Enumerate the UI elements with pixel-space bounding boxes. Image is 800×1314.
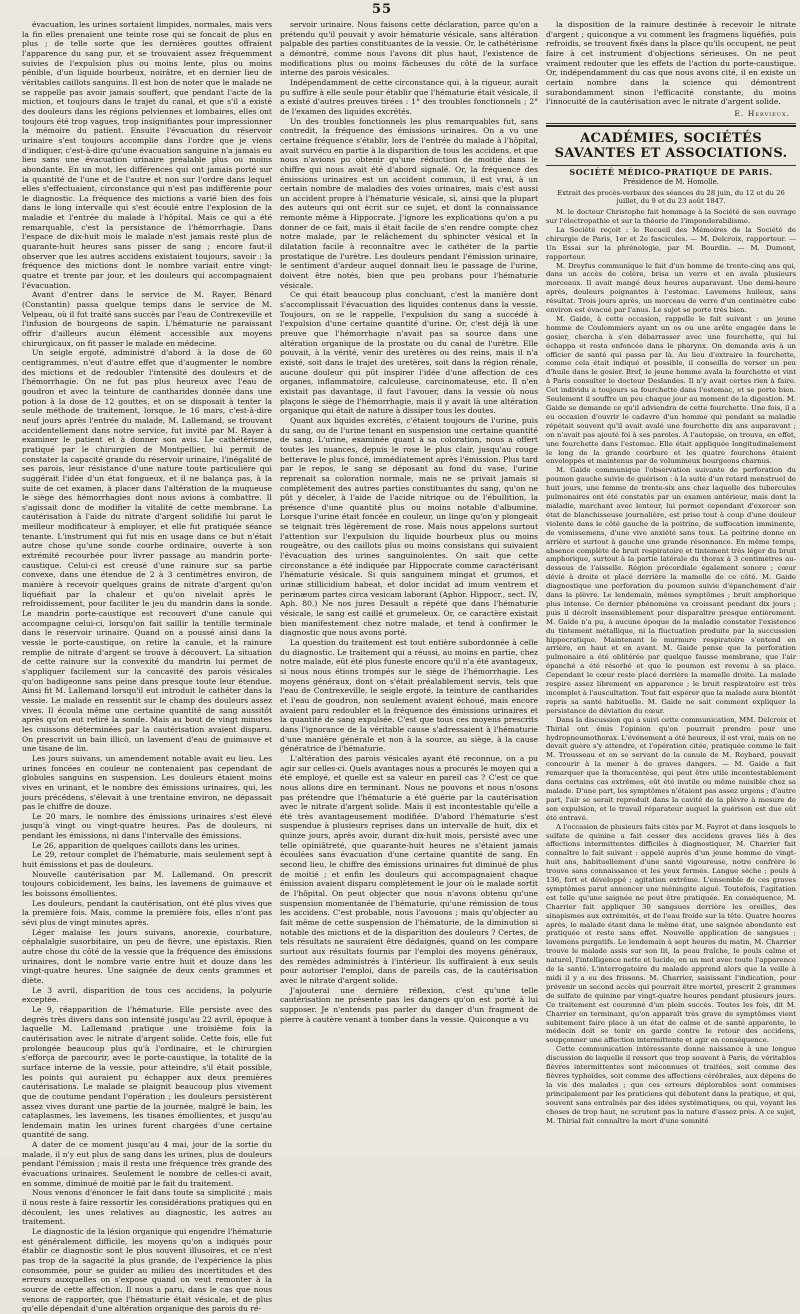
paragraph: Les jours suivans, un amendement notable avait eu lieu. Les urines foncées en couleur ne contenaient pas cependant de globules sanguins en suspension. Les douleurs étaient moins vives en urinant, et le nombre des émissions urinaires, qui, les jours précédens, s'élevait à une trentaine environ, ne dépassait pas le chiffre de douze. — [22, 753, 272, 812]
paragraph: évacuation, les urines sortaient limpides, normales, mais vers la fin elles prenaient une teinte rose qui se foncait de plus en plus ; de telle sorte que les dernières gouttes offraient l'apparence du sang pur, et se trouvaient assez fréquemment suivies de l'expulsion plus ou moins lente, plus ou moins pénible, d'un liquide bourbeux, noirâtre, et en dernier lieu de véritables caillots sanguins. Il est bon de noter que le malade ne se rappelle pas avoir jamais souffert, que pendant l'acte de la miction, et toujours dans le trajet du canal, et que s'il a existé des douleurs dans les régions pelviennes et lombaires, elles ont toujours été trop vagues, trop insignifiantes pour impressionner la mémoire du patient. Ensuite l'évacuation du réservoir urinaire s'est toujours accomplie dans l'ordre que je viens d'indiquer, c'est-à-dire qu'une évacuation sanguine n'a jamais eu lieu sans une évacuation urinaire préalable plus ou moins abondante. En un mot, les différences qui ont jamais porté sur la quantité de l'une et de l'autre et non sur l'ordre dans lequel elles s'effectuaient, circonstance qui n'est pas indifférente pour le diagnostic. La fréquence des mictions a varié bien des fois dans le long intervalle qui s'est écoulé entre l'explosion de la maladie et l'entrée du malade à l'hôpital. Mais ce qui a été remarquable, c'est la persistance de l'hémorrhagie. Dans l'espace de dix-huit mois le malade n'est jamais resté plus de quarante-huit heures sans pisser de sang ; encore faut-il observer que les autres accidens existaient toujours, savoir : la fréquence des mictions dont le nombre variait entre vingt-quatre et trente par jour, et les douleurs qui accompagnaient l'évacuation. — [22, 20, 272, 290]
paragraph: Cette communication intéressante donne naissance à une longue discussion de laquelle il ressort que trop souvent à Paris, de véritables fièvres intermittentes sont méconnues et traitées, soit comme des fièvres typhoïdes, soit comme des affections cérébrales, aux dépens de la vie des malades ; que ces erreurs déplorables sont commises principalement par les praticiens qui débutent dans la pratique, et qui, souvent sans entraînés par des idées systématiques, ou qui, voyant les choses de trop haut, ne scrutent pas la nature d'assez près. A ce sujet, M. Thirial fait connaître la mort d'une somnité — [546, 1045, 796, 1125]
section-divider-top — [546, 123, 796, 124]
paragraph: Nouvelle cautérisation par M. Lallemand. On prescrit toujours cobicidement, les bains, les lavemens de guimauve et les boissons émollientes. — [22, 869, 272, 899]
paragraph: A l'occasion de plusieurs faits cités par M. Fayrot et dans lesquels le sulfate de quinine a fait cesser des accidens graves liés à des affections intermittentes difficiles à diagnostiquer, M. Charrier fait connaître le fait suivant : appelé auprès d'un jeune homme de vingt-huit ans, habituellement d'une santé vigoureuse, notre confrère le trouve sans connaissance et les yeux fermés. Langue sèche ; pouls à 136, fort et développé ; agitation extrême. L'ensemble de ces graves symptômes parut annoncer une méningite aiguë. Toutefois, l'agitation est telle qu'une saignée ne peut être pratiquée. En conséquence, M. Charrier fait appliquer 30 sangsues derrière les oreilles, des sinapismes aux extrémités, et de l'eau froide sur la tête. Quatre heures après, le malade étant dans le même état, une saignée abondante est pratiquée et reste sans effet. Nouvelle application de sangsues ; lavemens purgatifs. Le lendemain à sept heures du matin, M. Charrier trouve le malade assis sur son lit, la peau fraîche, le pouls calme et naturel, l'intelligence nette et lucide, en un mot avec toute l'apparence de la santé. L'interrogatoire du malade apprend alors que la veille à midi il y a eu des frissons. M. Charrier, saisissant l'indication, pour prévenir un second accès qui pourrait être mortel, prescrit 2 grammes de sulfate de quinine par vingt-quatre heures pendant plusieurs jours. Ce traitement est couronné d'un plein succès. Toutes les fois, dit M. Charrier en terminant, qu'on apparaît très grave de symptômes vient subitement faire place à un état de calme et de santé apparente, le médecin doit se tenir en garde contre le retour des accidens, soupçonner une affection intermittente et agir en conséquence. — [546, 822, 796, 1045]
paragraph: Les douleurs, pendant la cautérisation, ont été plus vives que la première fois. Mais, comme la première fois, elles n'ont pas sévi plus de vingt minutes après. — [22, 898, 272, 928]
paragraph: Le diagnostic de la lésion organique qui engendre l'hématurie est généralement difficile, les moyens qu'on a indiqués pour établir ce diagnostic sont le plus souvent illusoires, et ce n'est pas trop de la sagacité la plus grande, de l'expérience la plus consommée, pour se guider au milieu des incertitudes et des erreurs auxquelles on s'expose quand on veut remonter à la source de cette affection. Il nous a paru, dans le cas que nous venons de rapporter, que l'hématurie était vésicale, et de plus qu'elle dépendait d'une altération organique des parois du ré- — [22, 1227, 272, 1314]
paragraph: M. le docteur Christophe fait hommage à la Société de son ouvrage sur l'électropathie et sur la théorie de l'imponderabilisme. — [546, 208, 796, 225]
paragraph: M. Gaide, à cette occasion, rappelle le fait suivant : un jeune homme de Coulommiers ayant un os ou une arête engagée dans le gosier, chercha à s'en débarrasser avec une fourchette, qui lui échappa et resta enfoncée dans le pharynx. On demanda avis à un officier de santé qui passa par là. Au lieu d'extraire la fourchette, comme cela était indiqué et possible, il conseilla de verser un peu d'huile dans le gosier. Bref, le jeune homme avala la fourchette et vint à Paris consulter le docteur Deslandes. Il n'y avait certes rien à faire. Cet individu a toujours sa fourchette dans l'estomac, et se porte bien. Seulement il souffre un peu chaque jour au moment de la digestion. M. Gaide se demande ce qu'il adviendra de cette fourchette. Une fois, il a eu occasion d'ouvrir le cadavre d'un homme qui pendant sa maladie répétait souvent qu'il avait avalé une fourchette dix ans auparavant ; on n'avait pas ajouté foi à ses paroles. À l'autopsie, on trouva, en effet, une fourchette dans l'estomac. Elle était appliquée longitudinalement le long de la grande courbure et les quatre fourchons étaient enveloppés et maintenus par de volumineux bourgeons charnus. — [546, 314, 796, 466]
paragraph: Le 3 avril, disparition de tous ces accidens, la polyurie exceptée. — [22, 985, 272, 1005]
column-3-intro — [546, 20, 796, 107]
section-divider-bottom — [546, 125, 796, 127]
paragraph: la disposition de la rainure destinée à recevoir le nitrate d'argent ; quiconque a vu comment les fragmens liquéfiés, puis refroidis, se trouvent fixés dans la place qu'ils occupent, ne peut faire à cet instrument d'objections sérieuses. On ne peut vraiment redouter que les effets de l'action du porte-caustique. Or, indépendamment du cas que nous avons cité, il en existe un certain nombre dans la science qui démontrent surabondamment sinon l'efficacité constante, du moins l'innocuité de la cautérisation avec le nitrate d'argent solide. — [546, 20, 796, 107]
column-3 — [546, 20, 796, 1314]
paragraph: Ce qui était beaucoup plus concluant, c'est la manière dont s'accomplissait l'évacuation des liquides contenus dans la vessie. Toujours, on se le rappelle, l'expulsion du sang a succédé à l'expulsion d'une certaine quantité d'urine. Or, c'est déjà là une preuve que l'hémorrhagie n'avait pas sa source dans une altération organique de la prostate ou du canal de l'urètre. Elle pouvait, à la vérité, venir des uretères ou des reins, mais il n'a existé, soit dans le trajet des uretères, soit dans la région rénale, aucune douleur qui pût inspirer l'idée d'une affection de ces organes, inflammatoire, calculeuse, carcinomateuse, etc. Il n'en existait pas davantage, il faut l'avouer, dans la vessie où nous plaçons le siège de l'hémorrhagie, mais il y avait là une altération organique qui était de nature à dissiper tous les doutes. — [280, 290, 538, 416]
paragraph: M. Dreyfus communique le fait d'un homme de trente-cinq ans qui, dans un accès de colère, brisa un verre et en avala plusieurs morceaux. Il avait mangé deux heures auparavant. Une demi-heure après, douleurs poignantes à l'estomac. Lavemens huileux, sans résultat. Trois jours après, un morceau de verre d'un centimètre cube environ est évacué par l'anus. Le sujet se porte très bien. — [546, 261, 796, 315]
paragraph: Quant aux liquides excrétés, c'étaient toujours de l'urine, puis du sang, ou de l'urine tenant en suspension une certaine quantité de sang. L'urine, examinée quant à sa coloration, nous a offert toutes les nuances, depuis le rose le plus clair, jusqu'au rouge betterave le plus foncé, immédiatement après l'émission. Plus tard par le repos, le sang se déposant au fond du vase, l'urine reprenait sa coloration normale, mais ne se privait jamais si complètement des autres parties constituantes du sang, qu'on ne pût y déceler, à l'aide de l'acide nitrique ou de l'ébullition, la présence d'une quantité plus ou moins notable d'albumine. Lorsque l'urine était foncée en couleur, un linge qu'on y plongeait se teignait très légèrement de rose. Mais nous appelons surtout l'attention sur l'expulsion du liquide bourbeux plus ou moins rougeâtre, ou des caillots plus ou moins consistans qui suivaient l'évacuation des urines sanguinolentes. On sait que cette circonstance a été indiquée par Hippocrate comme caractérisant l'hématurie vésicale. Si quis sanguinem mingat et grumos, et urinæ stillicidium habeat, et dolor incidat ad imum ventrem et perinæum partes circa vesicam laborant (Aphor. Hippocr., sect. IV, Aph. 80.) Ne nos jures Desault a répété que dans l'hématurie vésicale, le sang est caillé et grumeleux. Or, ce caractère existait bien manifestement chez notre malade, et tend à confirmer le diagnostic que nous avons porté. — [280, 415, 538, 638]
paragraph: Le 20 mars, le nombre des émissions urinaires s'est élevé jusqu'à vingt ou vingt-quatre heures. Pas de douleurs, ni pendant les émissions, ni dans l'intervalle des émissions. — [22, 811, 272, 841]
paragraph: servoir urinaire. Nous faisons cette déclaration, parce qu'on a prétendu qu'il pouvait y avoir hématurie vésicale, sans altération palpable des parties constituantes de la vessie. Or, le cathétérisme a démontré, comme nous l'avons dit plus haut, l'existence de modifications plus ou moins fâcheuses du côté de la surface interne des parois vésicales. — [280, 20, 538, 78]
column-1 — [22, 20, 272, 1314]
paragraph: La Société reçoit : le Recueil des Mémoires de la Société de chirurgie de Paris, 1er et 2e fascicules. — M. Delcroix, rapporteur. — Un Essai sur la phrénologie, par M. Bourdin. — M. Dumont, rapporteur. — [546, 225, 796, 261]
paragraph: La question du traitement est tout entière subordonnée à celle du diagnostic. Le traitement qui a réussi, au moins en partie, chez notre malade, eût été plus funeste encore qu'il n'a été avantageux, si nous nous étions trompés sur le siège de l'hémorrhagie. Les moyens généraux, dont on s'était préalablement servis, tels que l'eau de Contrexeville, le seigle ergoté, la teinture de cantharides et l'eau de goudron, non seulement avaient échoué, mais encore avaient paru redoubler et la fréquence des émissions urinaires et la quantité de sang expulsée. C'est que tous ces moyens prescrits dans l'ignorance de la véritable cause s'adressaient à l'hématurie d'une manière générale et non à la source, au siège, à la cause génératrice de l'hématurie. — [280, 638, 538, 754]
paragraph: Avant d'entrer dans le service de M. Rayer, Bénard (Constantin) passa quelque temps dans le service de M. Velpeau, où il fut traité sans succès par l'eau de Contrexeville et l'infusion de bourgeons de sapin. L'hématurie ne paraissant offrir d'ailleurs aucun élément accessible aux moyens chirurgicaux, on fit passer le malade en médecine. — [22, 290, 272, 348]
paragraph: A dater de ce moment jusqu'au 4 mai, jour de la sortie du malade, il n'y eut plus de sang dans les urines, plus de douleurs pendant l'émission ; mais il resta une fréquence très grande des évacuations urinaires. Seulement le nombre de celles-ci avait, en somme, diminué de moitié par le fait du traitement. — [22, 1140, 272, 1188]
section-title-underline — [546, 165, 796, 166]
paragraph: M. Gaide communique l'observation suivante de perforation du poumon gauche suivie de guérison : à la suite d'un retard menstruel de huit jours, une femme de trente-six ans chez laquelle des tubercules pulmonaires ont été constatés par un examen antérieur, mais dont la maladie, marchant avec lenteur, lui permet cependant d'exercer son état de blanchisseuse journalière, est prise tout à coup d'une douleur violente dans le côté gauche de la poitrine, de suffocation imminente, de vomissemens, d'une vive anxiété sans toux. La poitrine donne en arrière et surtout à gauche une grande résonnance. En même temps, absence complète de bruit respiratoire et tintement très léger du bruit amphorique, surtout à la partie latérale du thorax à 3 centimètres au-dessous de l'aisselle. Région précordiale également sonore ; cœur dévié à droite et placé derrière la mamelle de ce côté. M. Gaide diagnostique une perforation du poumon suivie d'épanchement d'air dans la plèvre. Le lendemain, mêmes symptômes ; bruit amphorique plus intense. Ce dernier phénomène va croissant pendant dix jours ; puis il décroît insensiblement pour disparaître presque entièrement. M. Gaide n'a pu, à aucune époque de la maladie constater l'existence du tintement métallique, ni la fluctuation produite par la succussion hippocratique. Maintenant le murmure respiratoire s'entend en arrière, en haut et en avant. M. Gaide pense que la perforation pulmonaire a été oblitérée par quelque fausse membrane, que l'air épanché a été résorbé et que le poumon est revenu à sa place. Cependant le cœur reste placé derrière la mamelle droite. La malade respire assez librement en apparence ; le bruit respiratoire est très incomplet à l'auscultation. Tout fait espérer que la malade aura bientôt repris sa santé habituelle. M. Gaide ne sait comment expliquer la persistance de déviation du cœur. — [546, 466, 796, 715]
author-signature: E. Hervieux. — [734, 108, 790, 118]
society-extract: Extrait des procès-verbaux des séances du 28 juin, du 12 et du 26 juillet, du 9 et du 23 août 1847. — [557, 188, 785, 206]
paragraph: Léger malaise les jours suivans, anorexie, courbature, céphalalgie susorbitaire, un peu de fièvre, une épistaxis. Rien autre chose du côté de la vessie que la fréquence des émissions urinaires, dont le nombre varie entre huit et douze dans les vingt-quatre heures. Une saignée de deux cents grammes et diète. — [22, 927, 272, 985]
paragraph: Le 26, apparition de quelques caillots dans les urines. — [32, 840, 241, 850]
page-number: 55 — [372, 2, 393, 17]
paragraph: Indépendamment de cette circonstance qui, à la rigueur, aurait pu suffire à elle seule pour établir que l'hématurie était vésicale, il a existé d'autres preuves tirées : 1° des troubles fonctionnels ; 2° de l'examen des liquides excrétés. — [280, 77, 538, 116]
society-presidency: Présidence de M. Homolle. — [623, 178, 719, 187]
paragraph: J'ajouterai une dernière réflexion, c'est qu'une telle cautérisation ne présente pas les dangers qu'on est porté à lui supposer. Je n'entends pas parler du danger d'un fragment de pierre à cautère venant à tomber dans la vessie. Quiconque a vu — [280, 985, 538, 1024]
paragraph: Nous venons d'énoncer le fait dans toute sa simplicité ; mais il nous reste à faire ressortir les considérations pratiques qui en découlent, les unes relatives au diagnostic, les autres au traitement. — [22, 1188, 272, 1227]
society-title: SOCIÉTÉ MÉDICO-PRATIQUE DE PARIS. — [569, 166, 773, 177]
paragraph: Le 29, retour complet de l'hématurie, mais seulement sept à huit émissions et pas de douleurs. — [22, 850, 272, 870]
paragraph: Dans la discussion qui a suivi cette communication, MM. Delcroix et Thirial ont émis l'opinion qu'on pourrait prendre pour une hydropneumothorax. L'événement a été heureux, il est vrai, mais on ne devait guère s'y attendre, et l'opération citée, pratiquée comme le fait M. Trousseau et en se servant de la canule de M. Reybard, pouvait concourir à la mener à de graves dangers. — M. Gaide a fait remarquer que la thoracentèse, qui peut être utile incontestablement dans certains cas extrêmes, eût été inutile ou même nuisible chez sa malade. D'une part, les symptômes n'étaient pas assez urgens ; d'autre part, l'air se serait reproduit dans la cavité de la plèvre à mesure de son expulsion, et le travail réparateur auquel la guérison est due eût été entravé. — [546, 715, 796, 822]
column-2 — [280, 20, 538, 1314]
column-3-body — [546, 208, 796, 1125]
text-columns — [22, 20, 796, 1314]
section-title: ACADÉMIES, SOCIÉTÉS SAVANTES ET ASSOCIATIONS. — [554, 130, 788, 161]
paragraph: Le 9, réapparition de l'hématurie. Elle persiste avec des degrés très divers dans son intensité jusqu'au 22 avril, époque à laquelle M. Lallemand pratique une troisième fois la cautérisation avec le nitrate d'argent solide. Cette fois, elle fut prolongée beaucoup plus qu'à l'ordinaire, et le chirurgien s'efforça de parcourir, avec le porte-caustique, la totalité de la surface interne de la vessie, pour atteindre, s'il était possible, les points qui auraient pu échapper aux deux premières cautérisations. Le malade se plaignit beaucoup plus vivement que de coutume pendant l'opération ; les douleurs persistèrent assez vives durant une partie de la journée, malgré le bain, les cataplasmes, les lavemens, les tisanes émollientes, et jusqu'au lendemain matin les urines furent chargées d'une certaine quantité de sang. — [22, 1004, 272, 1140]
paragraph: L'altération des parois vésicales ayant été reconnue, on a pu agir sur celles-ci. Quels avantages nous a procurés le moyen qui a été employé, et quelle est sa valeur en pareil cas ? C'est ce que nous allons dire en terminant. Nous ne pouvons et nous n'osons pas prétendre que l'hématurie a été guérie par la cautérisation avec le nitrate d'argent solide. Mais il est incontestable qu'elle a été très avantageusement modifiée. D'abord l'hématurie s'est suspendue à plusieurs reprises dans un intervalle de huit, dix et quinze jours, après avoir, durant dix-huit mois, persisté avec une telle opiniâtreté, que quarante-huit heures ne s'étaient jamais écoulées sans évacuation d'une certaine quantité de sang. En second lieu, le chiffre des émissions urinaires fut diminué de plus de moitié ; et enfin les douleurs qui accompagnaient chaque émission avaient disparu complètement le jour où le malade sortit de l'hôpital. On peut objecter que nous n'avons obtenu qu'une suspension momentanée de l'hématurie, qu'une rémission de tous les accidens. C'est probable, nous l'avouons ; mais qu'objecter au fait même de cette suspension de l'hématurie, de la diminution si notable des mictions et de la disparition des douleurs ? Certes, de tels résultats ne sauraient être dédaignés, quand on les compare surtout aux résultats fournis par l'emploi des moyens généraux, des remèdes administrés à l'intérieur. Ils suffiraient à eux seuls pour autoriser l'emploi, dans de pareils cas, de la cautérisation avec le nitrate d'argent solide. — [280, 753, 538, 985]
paragraph: Un des troubles fonctionnels les plus remarquables fut, sans contredit, la fréquence des émissions urinaires. On a vu une certaine fréquence s'établir, lors de l'entrée du malade à l'hôpital, avait survécu en partie à la disparition de tous les accidens, et que nous n'avions pu obtenir qu'une réduction de moitié dans le chiffre qui nous avait été d'abord signalé. Or, la fréquence des émissions urinaires est un accident commun, il est vrai, à un certain nombre de maladies des voies urinaires, mais c'est aussi un accident propre à l'hématurie vésicale, si, ainsi que la plupart des auteurs qui ont écrit sur ce sujet, et dont la connaissance remonte même à Hippocrate. J'ignore les explications qu'on a pu donner de ce fait, mais il était facile de s'en rendre compte chez notre malade, par le relâchement du sphincter vésical et la dilatation facile à reconnaître avec le cathéter de la partie prostatique de l'urètre. Les douleurs pendant l'émission urinaire, le sentiment d'ardeur auquel donnait lieu le passage de l'urine, doivent être notés, bien que peu probans pour l'hématurie vésicale. — [280, 116, 538, 290]
paragraph: Un seigle ergoté, administré d'abord à la dose de 60 centigrammes, n'eut d'autre effet que d'augmenter le nombre des mictions et de redoubler l'intensité des douleurs et de l'hémorrhagie. On ne fut pas plus heureux avec l'eau de goudron et avec la teinture de cantharides donnée dans une potion à la dose de 12 gouttes, et on se disposait à tenter la seule méthode de traitement, lorsque, le 16 mars, c'est-à-dire neuf jours après l'entrée du malade, M. Lallemand, se trouvant accidentellement dans notre service, fut invité par M. Rayer à examiner le patient et à donner son avis. Le cathétérisme, pratiqué par le chirurgien de Montpellier, lui permit de constater la capacité grande du réservoir urinaire, l'inégalité de ses parois, leur résistance d'une nature toute particulière qui suggérait l'idée d'un état fongueux, et il ne balança pas, à la suite de cet examen, à placer dans l'altération de la muqueuse le siège des hémorrhagies dont nous avions à combattre. Il s'agissait donc de modifier la vitalité de cette membrane. La cautérisation à l'aide du nitrate d'argent solidifié lui parut le meilleur modificateur à employer, et elle fut pratiquée séance tenante. L'instrument qui fut mis en usage dans ce but n'était autre chose qu'une sonde courbe ordinaire, ouverte à son extrémité recourbée pour livrer passage au mandrin porte-caustique. Celui-ci est creusé d'une rainure sur sa partie convexe, dans une étendue de 2 à 3 centimètres environ, de manière à recevoir quelques grains de nitrate d'argent qu'on liquéfiait par la chaleur et qu'on nivelait après le refroidissement, pour faciliter le jeu du mandrin dans la sonde. Le mandrin porte-caustique est recouvert d'une canule qui accompagne celui-ci, lorsqu'on fait saillir la tentille terminale dans le réservoir urinaire. Quand on a poussé ainsi dans la vessie le porte-caustique, on retire la canule, et la rainure remplie de nitrate d'argent se trouve à découvert. La situation de cette rainure sur la convexité du mandrin lui permet de s'appliquer facilement sur la concavité des parois vésicales qu'on badigeonne sans peine dans presque toute leur étendue. Ainsi fit M. Lallemand lorsqu'il eut introduit le cathéter dans la vessie. Le malade en ressentit sur le champ des douleurs assez vives. Il écoula même une certaine quantité de sang aussitôt après qu'on eut retiré la sonde. Mais au bout de vingt minutes les cuissons déterminées par la cautérisation avaient disparu. On prescrivit un bain illicò, un lavement d'eau de guimauve et une tisane de lin. — [22, 348, 272, 754]
